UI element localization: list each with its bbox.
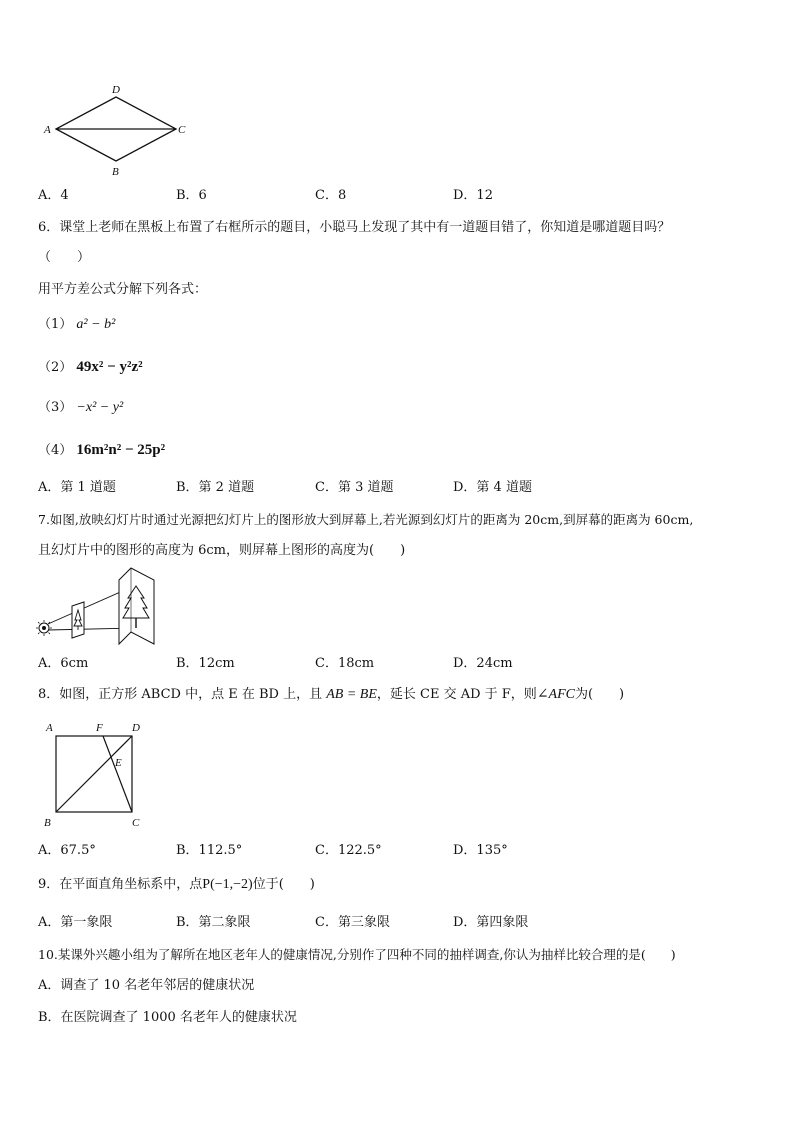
segment-cf — [103, 736, 132, 812]
label-b: B — [44, 817, 51, 829]
q6-item-2-num: （2） — [38, 360, 73, 375]
label-f: F — [96, 722, 103, 734]
slide-panel — [72, 602, 84, 638]
q8-stem-math2: ∠AFC — [536, 687, 575, 702]
q6-item-3 — [38, 400, 123, 416]
q5-option-d[interactable]: D．12 — [453, 188, 493, 203]
q9-stem-a: 9．在平面直角坐标系中，点 — [38, 877, 203, 892]
q7-option-b[interactable]: B．12cm — [176, 656, 235, 671]
q8-option-c[interactable]: C．122.5° — [315, 843, 382, 858]
q5-option-c[interactable]: C．8 — [315, 188, 347, 203]
label-e: E — [115, 757, 122, 769]
label-a: A — [46, 722, 53, 734]
q9-stem — [38, 877, 315, 893]
q6-option-b[interactable]: B．第 2 道题 — [176, 480, 255, 495]
q6-stem: 6．课堂上老师在黑板上布置了右框所示的题目，小聪马上发现了其中有一道题目错了，你知道是哪道题目吗？ — [38, 220, 671, 235]
q6-item-2 — [38, 359, 143, 376]
q6-option-d[interactable]: D．第 4 道题 — [453, 480, 532, 495]
q6-intro: 用平方差公式分解下列各式： — [38, 282, 208, 297]
q9-option-b[interactable]: B．第二象限 — [176, 915, 251, 930]
q8-stem-c: 为( ) — [574, 687, 625, 702]
q9-option-d[interactable]: D．第四象限 — [453, 915, 529, 930]
q8-stem-a: 8．如图，正方形 ABCD 中，点 E 在 BD 上，且 — [38, 687, 327, 702]
q10-stem: 10.某课外兴趣小组为了解所在地区老年人的健康情况,分别作了四种不同的抽样调查,你认为抽样比较合理的是( ) — [38, 947, 676, 962]
q7-stem-line1: 7.如图,放映幻灯片时通过光源把幻灯片上的图形放大到屏幕上,若光源到幻灯片的距离为 20cm,到屏幕的距离为 60cm, — [38, 512, 694, 527]
q8-option-b[interactable]: B．112.5° — [176, 843, 243, 858]
q5-option-a[interactable]: A．4 — [38, 188, 69, 203]
q6-item-3-num: （3） — [38, 400, 73, 415]
q9-stem-b: 位于( ) — [252, 877, 315, 892]
label-c: C — [178, 124, 186, 136]
label-c: C — [132, 817, 140, 829]
q7-stem-line2: 且幻灯片中的图形的高度为 6cm，则屏幕上图形的高度为( ) — [38, 543, 406, 558]
q8-stem-b: ，延长 CE 交 AD 于 F，则 — [376, 687, 537, 702]
q8-option-d[interactable]: D．135° — [453, 843, 508, 858]
q10-option-b[interactable]: B．在医院调查了 1000 名老年人的健康状况 — [38, 1010, 297, 1025]
q9-option-a[interactable]: A．第一象限 — [38, 915, 113, 930]
projector-figure — [34, 566, 160, 650]
q10-option-a[interactable]: A．调查了 10 名老年邻居的健康状况 — [38, 978, 255, 993]
q8-stem — [38, 687, 624, 703]
q8-stem-math1: AB = BE — [326, 687, 377, 702]
q6-item-4-num: （4） — [38, 443, 73, 458]
screen-panel — [119, 568, 154, 644]
light-source-icon — [36, 620, 52, 636]
q7-option-d[interactable]: D．24cm — [453, 656, 513, 671]
q7-option-a[interactable]: A．6cm — [38, 656, 89, 671]
q6-item-2-expr: 49x² − y²z² — [76, 359, 143, 375]
q6-paren: （ ） — [38, 250, 91, 265]
q6-item-4 — [38, 442, 165, 459]
label-b: B — [112, 166, 119, 178]
q6-item-1 — [38, 317, 115, 333]
q6-option-c[interactable]: C．第 3 道题 — [315, 480, 394, 495]
q9-option-c[interactable]: C．第三象限 — [315, 915, 390, 930]
q6-item-3-expr: −x² − y² — [76, 400, 124, 415]
diagonal-bd — [56, 736, 132, 812]
label-d: D — [112, 84, 120, 96]
q6-item-1-num: （1） — [38, 317, 73, 332]
rhombus-figure — [36, 80, 196, 180]
q7-option-c[interactable]: C．18cm — [315, 656, 375, 671]
q9-stem-math: P(−1,−2) — [202, 877, 253, 892]
q8-option-a[interactable]: A．67.5° — [38, 843, 96, 858]
label-d: D — [132, 722, 140, 734]
q6-item-1-expr: a² − b² — [76, 317, 116, 332]
square-figure — [40, 716, 150, 830]
q6-item-4-expr: 16m²n² − 25p² — [76, 442, 166, 458]
label-a: A — [44, 124, 51, 136]
q5-option-b[interactable]: B．6 — [176, 188, 207, 203]
q6-option-a[interactable]: A．第 1 道题 — [38, 480, 116, 495]
